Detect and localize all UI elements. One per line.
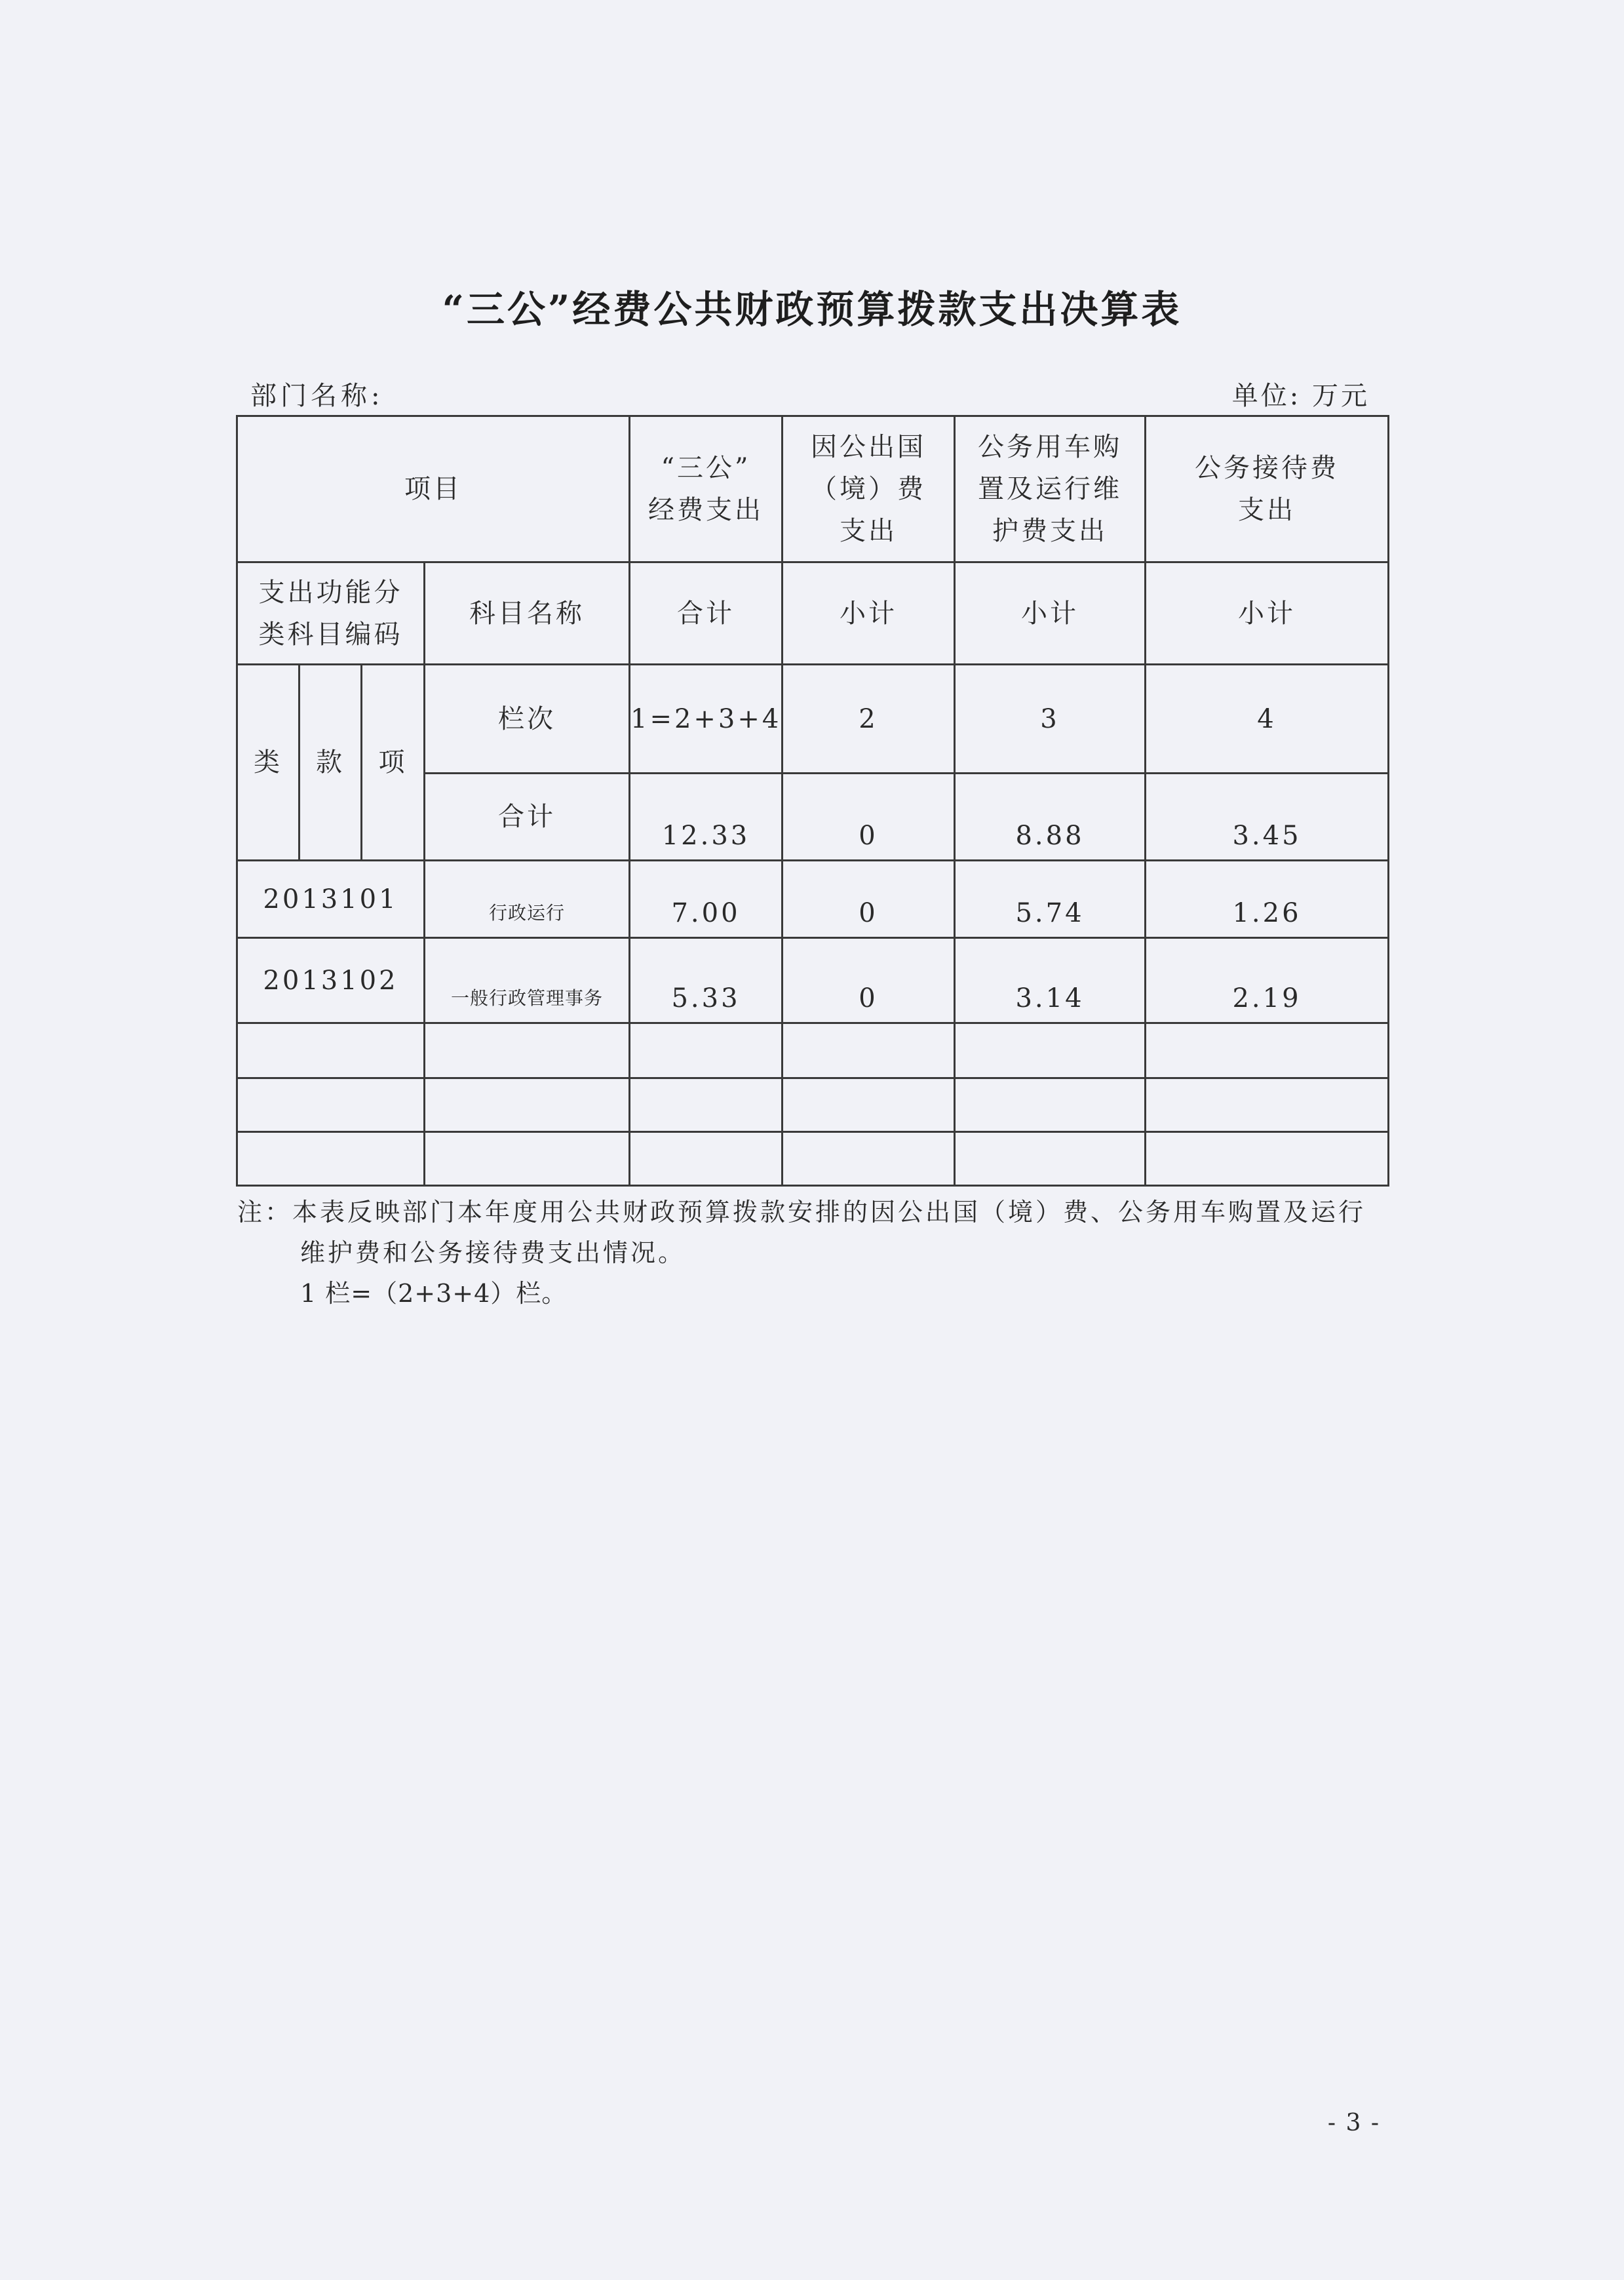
note-line-3: 1 栏=（2+3+4）栏。 (300, 1279, 568, 1308)
table-row (237, 861, 1389, 938)
row-code: 2013101 (237, 861, 425, 938)
header-col1-line2: 经费支出 (648, 495, 764, 525)
header-col3 (955, 416, 1146, 562)
column-index-label: 栏次 (425, 665, 630, 774)
row-col4: 1.26 (1146, 861, 1389, 938)
department-label: 部门名称: (250, 381, 384, 411)
code-part-lei: 类 (237, 665, 300, 861)
row-col2: 0 (783, 938, 955, 1023)
page-title: “三公”经费公共财政预算拨款支出决算表 (442, 287, 1182, 332)
total-col3: 8.88 (955, 774, 1146, 861)
header-col2-line2: （境）费 (811, 474, 926, 504)
header-col3-line2: 置及运行维 (978, 474, 1122, 504)
header-col1 (630, 416, 783, 562)
column-index-col4: 4 (1146, 665, 1389, 774)
empty-row (237, 1132, 1389, 1186)
subheader-col4: 小计 (1146, 562, 1389, 665)
unit-label: 单位: 万元 (1231, 381, 1370, 411)
page-number: - 3 - (1327, 2110, 1380, 2136)
row-col4: 2.19 (1146, 938, 1389, 1023)
empty-row (237, 1078, 1389, 1132)
row-col1: 7.00 (630, 861, 783, 938)
subheader-col2: 小计 (783, 562, 955, 665)
row-col3: 3.14 (955, 938, 1146, 1023)
header-col2-line1: 因公出国 (811, 432, 926, 462)
row-col2: 0 (783, 861, 955, 938)
empty-row (237, 1023, 1389, 1078)
header-col4-line1: 公务接待费 (1195, 453, 1339, 483)
budget-table (236, 415, 1389, 1187)
subheader-name: 科目名称 (425, 562, 630, 665)
row-name: 行政运行 (425, 861, 630, 938)
table-row (237, 938, 1389, 1023)
total-col2: 0 (783, 774, 955, 861)
total-col1: 12.33 (630, 774, 783, 861)
subheader-row (237, 562, 1389, 665)
header-col2 (783, 416, 955, 562)
header-row (237, 416, 1389, 562)
header-col4 (1146, 416, 1389, 562)
header-col1-line1: “三公” (661, 453, 751, 483)
table-notes (237, 1192, 1391, 1314)
header-item: 项目 (237, 416, 630, 562)
row-code: 2013102 (237, 938, 425, 1023)
subheader-code-line1: 支出功能分 (258, 577, 403, 608)
header-col3-line3: 护费支出 (992, 516, 1108, 546)
header-col3-line1: 公务用车购 (978, 432, 1122, 462)
note-line-2: 维护费和公务接待费支出情况。 (300, 1238, 686, 1267)
subheader-code (237, 562, 425, 665)
code-part-kuan: 款 (300, 665, 362, 861)
code-part-xiang: 项 (362, 665, 425, 861)
header-col2-line3: 支出 (840, 516, 897, 546)
total-label: 合计 (425, 774, 630, 861)
column-index-col1: 1=2+3+4 (630, 665, 783, 774)
total-col4: 3.45 (1146, 774, 1389, 861)
column-index-col2: 2 (783, 665, 955, 774)
row-col3: 5.74 (955, 861, 1146, 938)
column-index-col3: 3 (955, 665, 1146, 774)
column-index-row (237, 665, 1389, 774)
note-line-1: 注：本表反映部门本年度用公共财政预算拨款安排的因公出国（境）费、公务用车购置及运行 (237, 1198, 1366, 1227)
row-name: 一般行政管理事务 (425, 938, 630, 1023)
row-col1: 5.33 (630, 938, 783, 1023)
subheader-col3: 小计 (955, 562, 1146, 665)
header-col4-line2: 支出 (1238, 495, 1296, 525)
subheader-col1: 合计 (630, 562, 783, 665)
subheader-code-line2: 类科目编码 (258, 619, 403, 650)
